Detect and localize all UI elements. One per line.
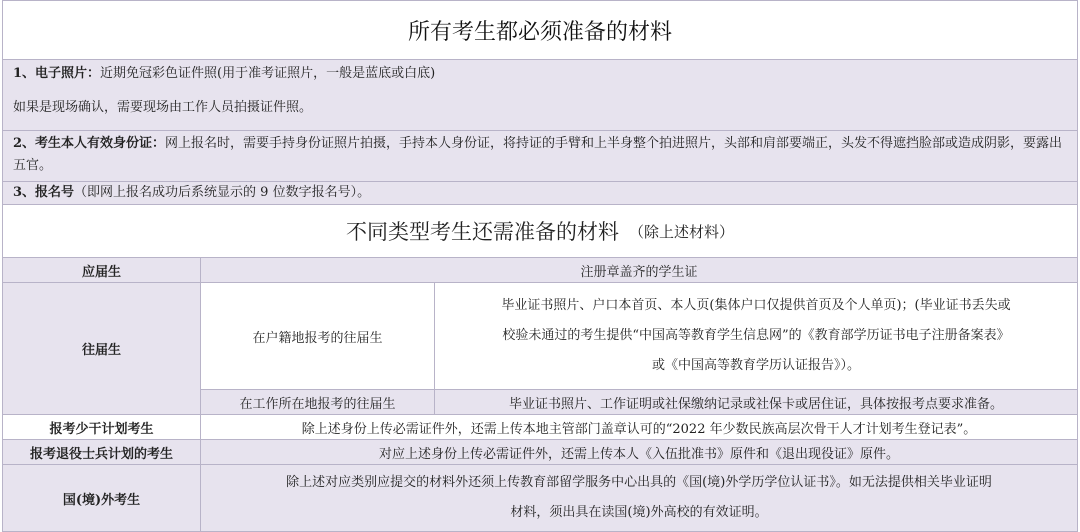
minority-text: 除上述身份上传必需证件外，还需上传本地主管部门盖章认可的“2022 年少数民族高层次骨干人才计划考生登记表”。 bbox=[201, 415, 1078, 440]
minority-label: 报考少干计划考生 bbox=[3, 415, 201, 440]
section2-title-text: 不同类型考生还需准备的材料 bbox=[345, 220, 619, 244]
item-photo-note: 如果是现场确认，需要现场由工作人员拍摄证件照。 bbox=[13, 100, 313, 115]
section2-title bbox=[2, 204, 1078, 257]
veteran-label: 报考退役士兵计划的考生 bbox=[3, 440, 201, 465]
item-id-text: 网上报名时，需要手持身份证照片拍摄，手持本人身份证，将持证的手臂和上半身整个拍进照片，头部和肩部要端正，头发不得遮挡脸部或造成阴影，要露出五官。 bbox=[13, 136, 1063, 173]
item-reg-label: 3、报名号 bbox=[13, 185, 75, 200]
foreign-label: 国(境)外考生 bbox=[3, 465, 201, 532]
item-photo-text: 近期免冠彩色证件照(用于准考证照片，一般是蓝底或白底) bbox=[100, 66, 436, 81]
table-row bbox=[3, 440, 1078, 465]
fresh-text: 注册章盖齐的学生证 bbox=[201, 258, 1078, 283]
prev-text-line: 或《中国高等教育学历认证报告》）。 bbox=[651, 358, 860, 373]
prev-text-household bbox=[435, 283, 1078, 390]
item-id-card bbox=[2, 130, 1078, 181]
prev-sub-work: 在工作所在地报考的往届生 bbox=[201, 390, 435, 415]
materials-document bbox=[2, 0, 1078, 532]
fresh-label: 应届生 bbox=[3, 258, 201, 283]
veteran-text: 对应上述身份上传必需证件外，还需上传本人《入伍批准书》原件和《退出现役证》原件。 bbox=[201, 440, 1078, 465]
prev-text-work: 毕业证书照片、工作证明或社保缴纳记录或社保卡或居住证，具体按报考点要求准备。 bbox=[435, 390, 1078, 415]
materials-table bbox=[2, 257, 1078, 532]
table-row bbox=[3, 258, 1078, 283]
item-reg-text: （即网上报名成功后系统显示的 9 位数字报名号）。 bbox=[74, 185, 371, 200]
prev-text-line: 校验未通过的考生提供“中国高等教育学生信息网”的《教育部学历证书电子注册备案表》 bbox=[502, 328, 1010, 343]
item-photo-label: 1、电子照片： bbox=[13, 66, 101, 81]
prev-text-line: 毕业证书照片、户口本首页、本人页(集体户口仅提供首页及个人单页)；(毕业证书丢失或 bbox=[501, 298, 1011, 313]
foreign-text-line: 除上述对应类别应提交的材料外还须上传教育部留学服务中心出具的《国(境)外学历学位认证书》。如无法提供相关毕业证明 bbox=[286, 475, 992, 490]
prev-label: 往届生 bbox=[3, 283, 201, 415]
table-row bbox=[3, 415, 1078, 440]
foreign-text-line: 材料，须出具在读国(境)外高校的有效证明。 bbox=[510, 505, 768, 520]
item-id-label: 2、考生本人有效身份证： bbox=[13, 136, 166, 151]
table-row bbox=[3, 465, 1078, 532]
item-reg-number bbox=[2, 181, 1078, 204]
foreign-text bbox=[201, 465, 1078, 532]
prev-sub-household: 在户籍地报考的往届生 bbox=[201, 283, 435, 390]
item-photo bbox=[2, 59, 1078, 130]
table-row bbox=[3, 283, 1078, 390]
section2-subtitle: （除上述材料） bbox=[628, 222, 734, 241]
section1-title: 所有考生都必须准备的材料 bbox=[2, 0, 1078, 59]
